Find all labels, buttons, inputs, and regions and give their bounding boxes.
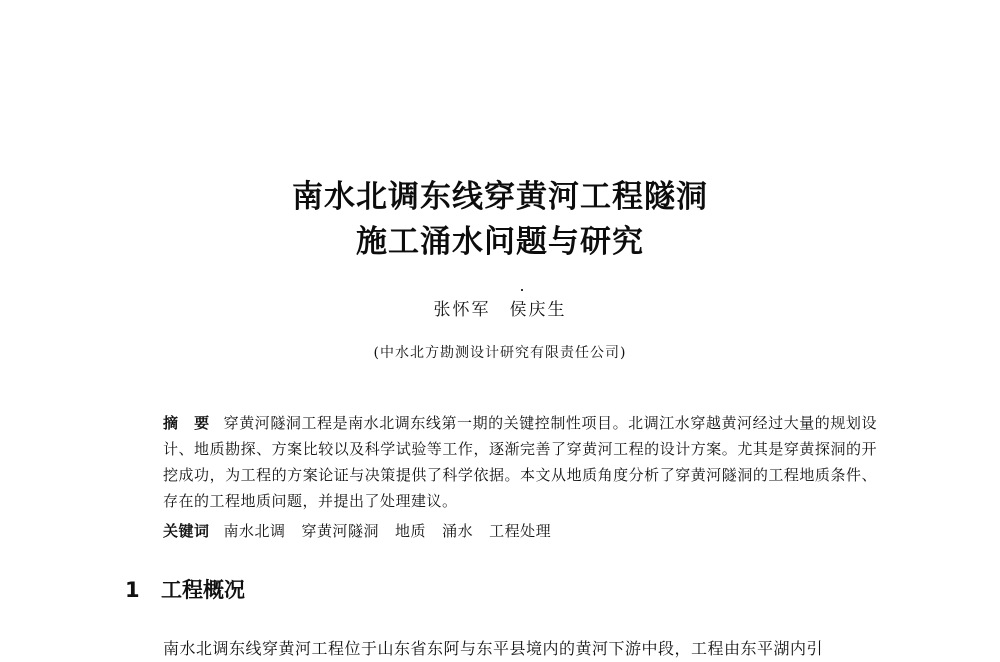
keyword: 地质: [395, 522, 427, 540]
keyword: 涌水: [442, 522, 474, 540]
section-number: 1: [125, 578, 140, 602]
keywords-label: 关键词: [163, 522, 210, 540]
paper-title-line-2: 施工涌水问题与研究: [356, 224, 644, 260]
keyword: 南水北调: [223, 522, 286, 540]
keyword: 工程处理: [489, 522, 552, 540]
abstract: [163, 410, 877, 514]
authors: 张怀军 侯庆生: [433, 300, 567, 320]
paper-title-line-1: 南水北调东线穿黄河工程隧洞: [292, 179, 708, 215]
keyword: 穿黄河隧洞: [301, 522, 380, 540]
section-body-text: 南水北调东线穿黄河工程位于山东省东阿与东平县境内的黄河下游中段，工程由东平湖内引: [163, 639, 824, 658]
keywords: [163, 518, 877, 544]
affiliation: (中水北方勘测设计研究有限责任公司): [373, 345, 627, 361]
stray-dot: [521, 289, 523, 291]
abstract-text: 穿黄河隧洞工程是南水北调东线第一期的关键控制性项目。北调江水穿越黄河经过大量的规划设计、地质勘探、方案比较以及科学试验等工作，逐渐完善了穿黄河工程的设计方案。尤其是穿黄探洞的开挖成功，为工程的方案论证与决策提供了科学依据。本文从地质角度分析了穿黄河隧洞的工程地质条件、存在的工程地质问题，并提出了处理建议。: [163, 414, 877, 510]
section-heading: [125, 580, 245, 601]
abstract-label: 摘 要: [163, 414, 210, 432]
section-title: 工程概况: [161, 578, 245, 602]
